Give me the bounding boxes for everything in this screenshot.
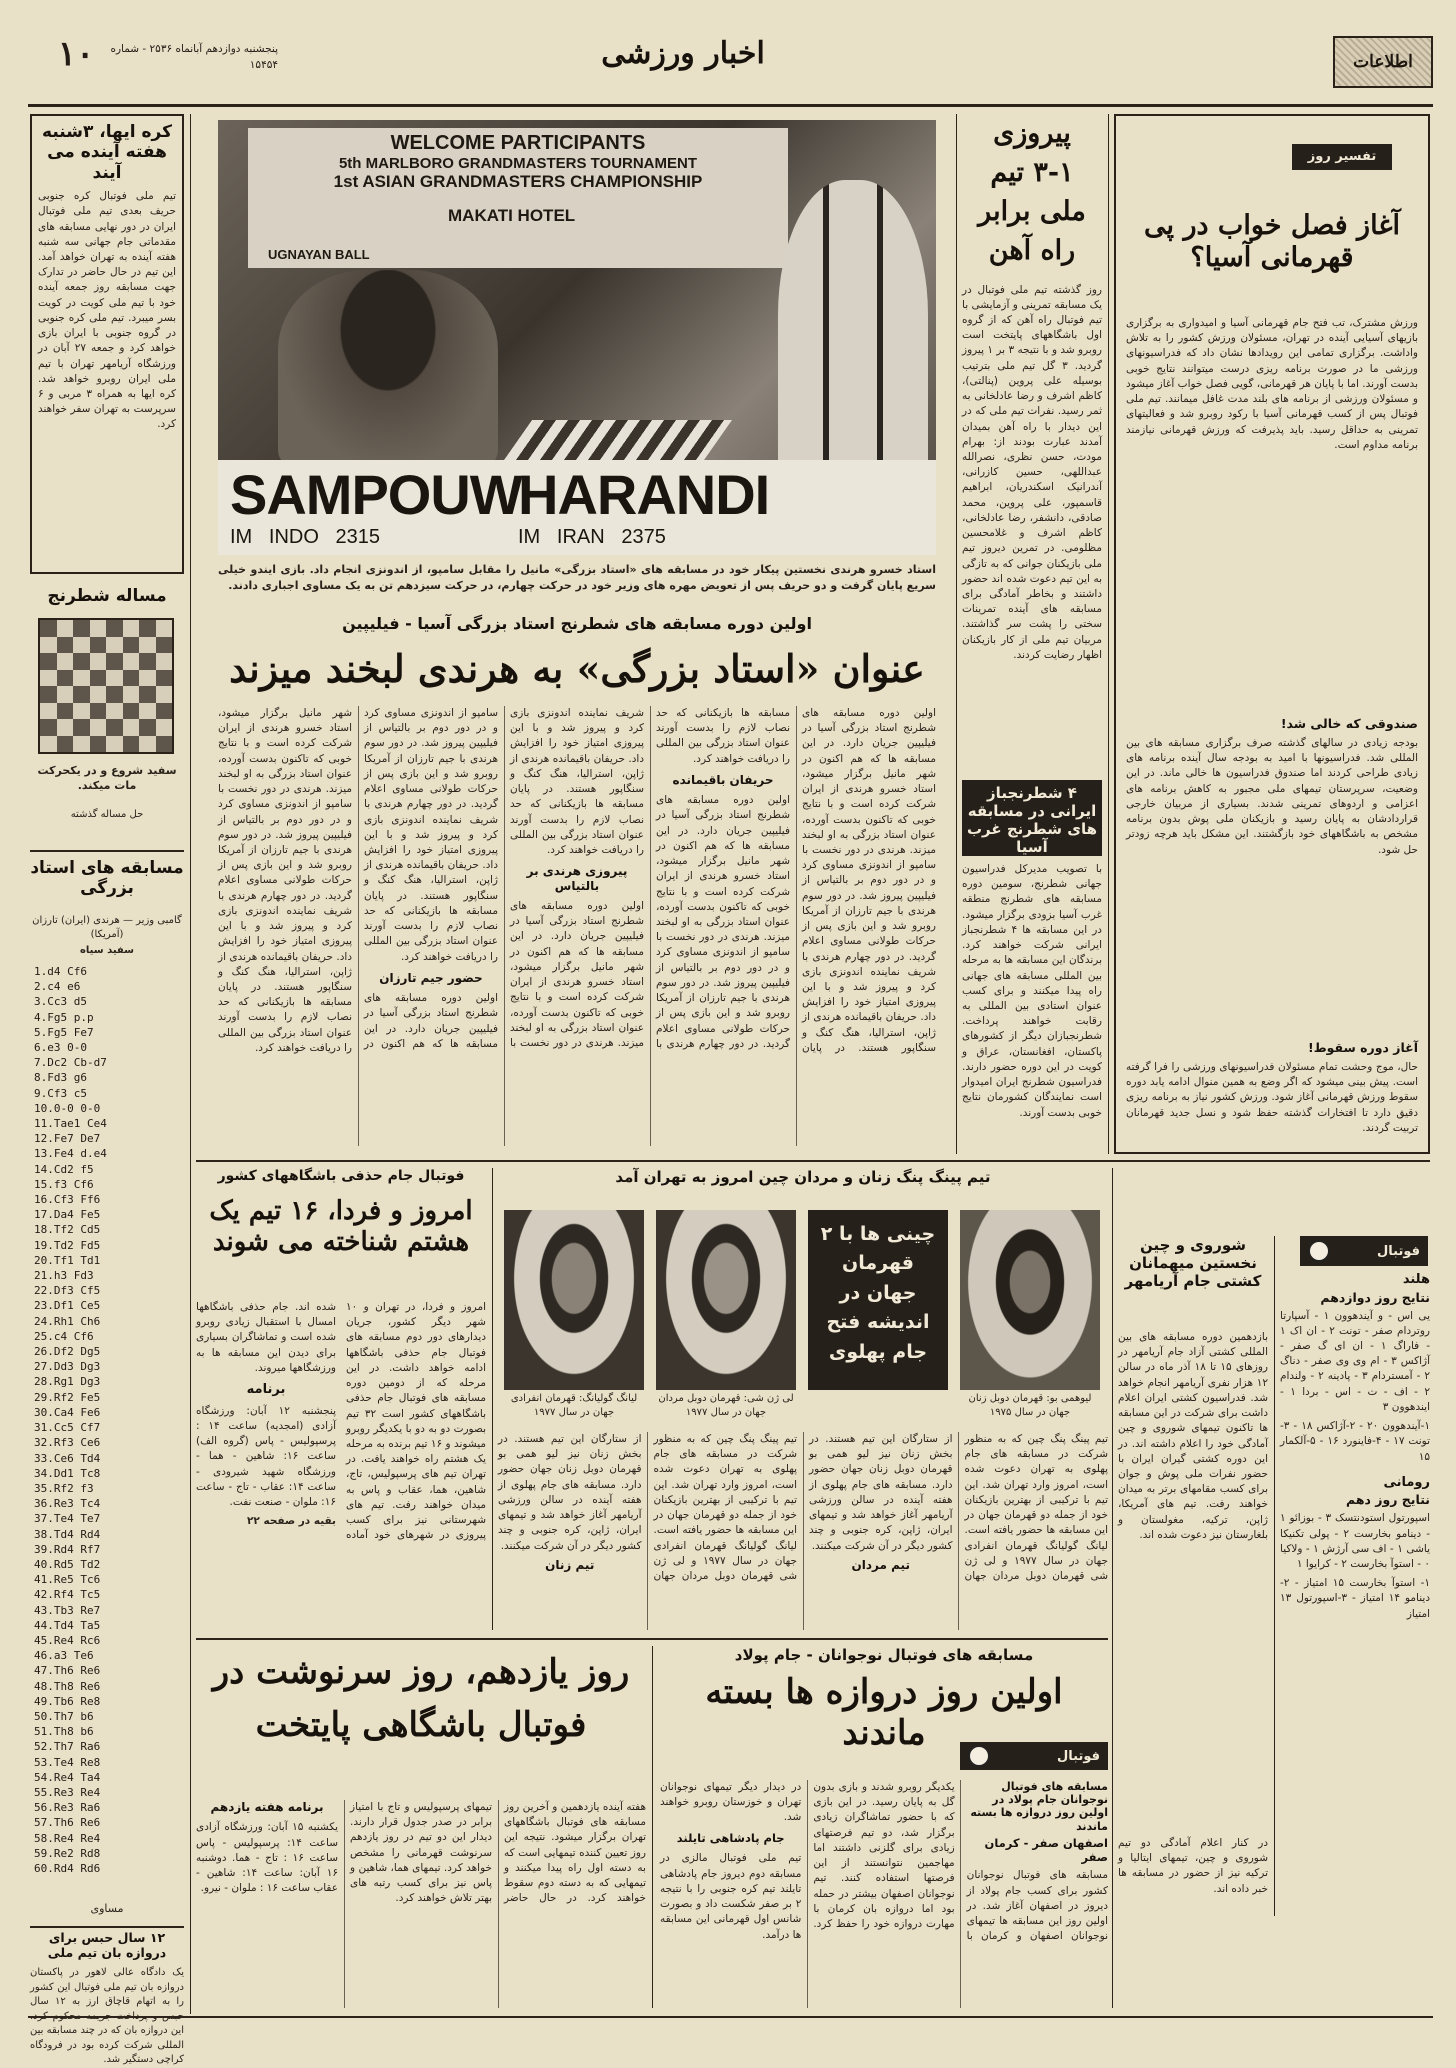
chess-move: 9.Cf3 c5	[34, 1086, 87, 1100]
portrait-liang-geliang	[504, 1210, 644, 1390]
chess-move: 39.Rd4 Rf7	[34, 1542, 101, 1556]
chess-move: 29.Rf2 Fe5	[34, 1390, 101, 1404]
portrait-caption: لیانگ گولیانگ: قهرمان انفرادی جهان در سال ۱۹۷۷	[510, 1393, 638, 1418]
chess-move: 47.Th6 Re6	[34, 1664, 101, 1678]
tafsir-body-2: بودجه زیادی در سالهای گذشته صرف برگزاری مسابقه های بین المللی شد. فدراسیونها با امید به بودجه سال آینده برنامه های زیادی طراحی کردند اما صندوق فدراسیون ها خالی ماند. در این وضعیت، سرپرستان تیمهای ملی مجبور به کاهش برنامه های اعزامی و اردوهای تمرینی شدند. بسیاری از مربیان خارجی قراردادشان به پایان رسید و بازیکنان ملی پوش بدون برنامه مشخص به باشگاههای خود بازگشتند. این مشکل باید هرچه زودتر حل شود.	[1126, 737, 1418, 856]
sidebar-table: ۱- استوآ بخارست ۱۵ امتیاز - ۲-دینامو ۱۴ امتیاز - ۳-اسپورتول ۱۳ امتیاز	[1280, 1577, 1431, 1620]
divider	[30, 1926, 184, 1928]
chess-move: 18.Tf2 Cd5	[34, 1223, 101, 1237]
chess-move: 44.Td4 Ta5	[34, 1618, 101, 1632]
wrestling-body-2: در کنار اعلام آمادگی دو تیم شوروی و چین، تیمهای ایتالیا و ترکیه نیز از حضور در مسابقه ها خبر داده اند.	[1118, 1837, 1268, 1895]
chess-move: 38.Td4 Rd4	[34, 1527, 101, 1541]
games-title: مسابقه های استاد بزرگی	[30, 858, 184, 899]
cup-body	[196, 1300, 486, 1630]
tehran-program-body: یکشنبه ۱۵ آبان: ورزشگاه آزادی ساعت ۱۴: پرسپولیس - پاس ساعت ۱۶ : تاج - هما. دوشنبه ۱۶ آبان: ساعت ۱۴: شاهین - عقاب ساعت ۱۶ : ملوان - نیرو.	[196, 1821, 338, 1895]
tehran-body	[196, 1800, 646, 2008]
divider	[30, 850, 184, 852]
sidebar-round: نتایج روز دهم	[1346, 1492, 1430, 1508]
sidebar-football-tag	[1300, 1236, 1428, 1266]
player-left-figure	[278, 270, 498, 470]
chess-move: 33.Ce6 Td4	[34, 1451, 101, 1465]
chess-problem-board	[38, 618, 174, 754]
placard-info-left: IM INDO 2315	[230, 526, 381, 548]
tafsir-body-3: حال، موج وحشت تمام مسئولان فدراسیونهای ورزشی را فرا گرفته است. پیش بینی میشود که اگر وضع به همین منوال ادامه یابد دوره سقوط ورزش قهرمانی آغاز شود. ورزش کشور نیاز به برنامه ریزی دقیق دارد تا افتخارات گذشته حفظ شود و نسل جدید قهرمانان تربیت گردند.	[1126, 1061, 1418, 1134]
chess-move: 40.Rd5 Td2	[34, 1557, 101, 1571]
football-icon	[968, 1745, 990, 1767]
chess-body-text: اولین دوره مسابقه های شطرنج استاد بزرگی آسیا در فیلیپین جریان دارد. در این مسابقه ها که هم اکنون در شهر مانیل برگزار میشود، استاد خسرو هرندی از ایران شرکت کرده است و با نتایج خوبی که تاکنون بدست آورده، عنوان استاد بزرگی به او لبخند میزند. هرندی در دور نخست با سامپو از اندونزی مساوی کرد و در دور دوم بر بالتیاس از فیلیپین پیروز شد. در دور سوم هرندی با جیم تارزان از آمریکا روبرو شد و این بازی پس از حرکات طولانی مساوی اعلام گردید. در دور چهارم هرندی با شریف نماینده اندونزی بازی کرد و پیروز شد و با این پیروزی امتیاز خود را افزایش داد. حریفان باقیمانده هرندی از ژاپن، استرالیا، هنگ کنگ و سنگاپور هستند. در پایان مسابقه ها بازیکنانی که حد نصاب لازم را بدست آورند عنوان استاد بزرگی بین المللی را دریافت خواهند کرد.	[364, 707, 644, 1049]
chess-move: 52.Th7 Ra6	[34, 1740, 101, 1754]
pingpong-body-text: تیم پینگ پنگ چین که به منظور شرکت در مسابقه های جام پهلوی به تهران دعوت شده است، امروز وارد تهران شد. این تیم با ترکیبی از بهترین بازیکنان خود از جمله دو قهرمان جهان در این مسابقه ها حضور یافته است. لیانگ گولیانگ قهرمان انفرادی جهان در سال ۱۹۷۷ و لی ژن شی قهرمان دوبل مردان جهان از ستارگان این تیم هستند. در بخش زنان نیز لیو همی بو قهرمان دوبل زنان جهان حضور دارد. مسابقه های جام پهلوی از هفته آینده در سالن ورزشی آریامهر آغاز خواهد شد و تیمهای ایران، ژاپن، کره جنوبی و چند کشور دیگر در آن شرکت میکنند.	[809, 1433, 1108, 1582]
chess-problem-caption: سفید شروع و در یکحرکت مات میکند.	[37, 764, 177, 792]
chess-solution-label: حل مساله گذشته	[70, 809, 144, 820]
chess-photo-caption: استاد خسرو هرندی نخستین پیکار خود در مسابقه های «استاد بزرگی» مانیل را مقابل سامپو، از اندونزی انجام داد. بازی ایندو خیلی سریع پایان گرفت و دو حریف پس از تعویض مهره های وزیر خود در حرکت چهارم، در حرکت سیزدهم تن به یک مساوی اجباری دادند.	[218, 563, 936, 592]
chess-move: 16.Cf3 Ff6	[34, 1193, 101, 1207]
tafsir-subhead: آغاز دوره سقوط!	[1308, 1040, 1418, 1055]
west-asia-headline-box	[962, 780, 1102, 856]
chess-move: 15.f3 Cf6	[34, 1177, 94, 1191]
banner-line: 1st ASIAN GRANDMASTERS CHAMPIONSHIP	[333, 172, 703, 191]
player-right-figure	[778, 180, 928, 480]
portrait-liu-hui-bu	[960, 1210, 1100, 1390]
chess-move: 34.Dd1 Tc8	[34, 1466, 101, 1480]
banner-line: WELCOME PARTICIPANTS	[390, 132, 646, 154]
korea-box	[30, 114, 184, 574]
section-title: اخبار ورزشی	[601, 36, 765, 71]
col-rule	[652, 1646, 653, 2008]
cup-kicker: فوتبال جام حذفی باشگاههای کشور	[217, 1168, 465, 1184]
cup-program-title: برنامه	[246, 1382, 286, 1398]
date-line: پنجشنبه دوازدهم آبانماه ۲۵۳۶ - شماره ۱۵۴۵۴	[110, 43, 278, 71]
west-asia-body: با تصویب مدیرکل فدراسیون جهانی شطرنج، سومین دوره مسابقه های شطرنج منطقه غرب آسیا بزودی برگزار میشود. در این مسابقه ها ۴ شطرنجباز ایرانی شرکت خواهند کرد. برندگان این مسابقه ها به مرحله بین المللی مسابقه های جهانی راه پیدا میکنند و برای کسب عنوان استادی بین المللی به رقابت خواهند پرداخت. شطرنجبازان دیگر از کشورهای پاکستان، افغانستان، عراق و کویت در این دوره حضور دارند. فدراسیون شطرنج ایران امیدوار است نمایندگان کشورمان نتایج خوبی بدست آورند.	[962, 863, 1102, 1119]
chess-move: 50.Th7 b6	[34, 1709, 94, 1723]
chess-move: 6.e3 0-0	[34, 1041, 87, 1055]
chess-move: 55.Re3 Re4	[34, 1785, 101, 1799]
section-rule	[196, 1638, 1108, 1640]
chess-move: 22.Df3 Cf5	[34, 1284, 101, 1298]
chess-move: 12.Fe7 De7	[34, 1132, 101, 1146]
cup-continued: بقیه در صفحه ۲۲	[246, 1515, 336, 1528]
placard-name-right: HARANDI	[518, 463, 770, 526]
cup-program-body: پنجشنبه ۱۲ آبان: ورزشگاه آزادی (امجدیه) ساعت ۱۴ : پرسپولیس - پاس (گروه الف) ساعت ۱۶: شاهین - هما - ورزشگاه شهید شیرودی - ساعت ۱۴: عقاب - تاج - ساعت ۱۶: ملوان - صنعت نفت.	[196, 1404, 336, 1508]
col-rule	[190, 114, 191, 2014]
chess-move: 4.Fg5 p.p	[34, 1010, 94, 1024]
games-result: مساوی	[90, 1902, 124, 1915]
football-icon	[1308, 1240, 1330, 1262]
games-header: سفید سیاه	[80, 945, 134, 956]
chess-move: 48.Th8 Re6	[34, 1679, 101, 1693]
korea-headline: کره ایها، ۳شنبه هفته آینده می آیند	[42, 122, 172, 183]
pingpong-subhead: تیم مردان	[851, 1557, 910, 1572]
chess-move: 32.Rf3 Ce6	[34, 1436, 101, 1450]
chess-move: 21.h3 Fd3	[34, 1269, 94, 1283]
chess-move: 3.Cc3 d5	[34, 995, 87, 1009]
pingpong-subhead: تیم زنان	[545, 1557, 595, 1572]
chess-move: 31.Cc5 Cf7	[34, 1421, 101, 1435]
pirouzi-headline: پیروزی ۱-۳ تیم ملی برابر راه آهن	[978, 118, 1086, 267]
newspaper-logo	[1333, 36, 1433, 88]
chess-move: 23.Df1 Ce5	[34, 1299, 101, 1313]
masthead	[28, 30, 1433, 100]
placard-info-right: IM IRAN 2375	[518, 526, 666, 548]
pakistan-body: یک دادگاه عالی لاهور در پاکستان دروازه بان تیم ملی فوتبال این کشور را به اتهام قاچاق ارز به ۱۲ سال این دروازه بان که در چند مسابقه بین المللی شرکت کرده بود در فرودگاه کراچی دستگیر شد.	[30, 1967, 184, 2065]
portrait-caption: لی ژن شی: قهرمان دوبل مردان جهان در سال ۱۹۷۷	[658, 1393, 794, 1418]
chess-move: 26.Df2 Dg5	[34, 1345, 101, 1359]
wrestling-body: بازدهمین دوره مسابقه های بین المللی کشتی آزاد جام آریامهر در روزهای ۱۵ تا ۱۸ آذر ماه در سالن ۱۲ هزار نفری آریامهر انجام خواهد شد. فدراسیون کشتی ایران اعلام داشت برای شرکت در این مسابقه ها تاکنون تیمهای شوروی و چین آمادگی خود را اعلام داشته اند. در این دوره کشتی گیران ایران با حضور نفرات ملی پوش و جوان برای کسب مقامهای برتر به میدان خواهند رفت. تیم های آمریکا، ژاپن، ترکیه، مغولستان و بلغارستان نیز دعوت شده اند.	[1118, 1331, 1268, 1541]
chess-move: 37.Te4 Te7	[34, 1512, 101, 1526]
moves-list	[34, 964, 180, 1924]
tafsir-label: تفسیر روز	[1292, 144, 1392, 170]
chess-move: 51.Th8 b6	[34, 1725, 94, 1739]
name-placard	[218, 460, 936, 555]
tehran-program-title: برنامه هفته یازدهم	[210, 1800, 324, 1814]
youth-score-line: اصفهان صفر - کرمان صفر	[984, 1835, 1108, 1864]
col-rule	[956, 114, 957, 1154]
tafsir-subhead: صندوقی که خالی شد!	[1280, 716, 1418, 731]
col-rule	[1112, 1168, 1113, 2008]
portrait-li-zhenshi	[656, 1210, 796, 1390]
chess-move: 30.Ca4 Fe6	[34, 1405, 101, 1419]
chess-move: 19.Td2 Fd5	[34, 1238, 101, 1252]
chess-move: 36.Re3 Tc4	[34, 1497, 101, 1511]
chess-move: 5.Fg5 Fe7	[34, 1025, 94, 1039]
pirouzi-body: روز گذشته تیم ملی فوتبال در یک مسابقه تمرینی و آزمایشی با تیم فوتبال راه آهن که از گروه اول باشگاههای پایتخت است روبرو شد و با نتیجه ۳ بر ۱ پیروز گردید. ۳ گل تیم ملی بترتیب بوسیله علی پروین (پنالتی)، کاظم اشرف و رضا عادلخانی به ثمر رسید. نفرات تیم ملی که در این دیدار با راه آهن بمیدان آمدند عبارت بودند از: بهرام مودت، حسن نظری، نصرالله عبداللهی، حسین کازرانی، آندرانیک اسکندریان، ابراهیم قاسمپور، علی پروین، محمد صادقی، دانشفر، رضا عادلخانی، کاظم اشرف و غلامحسین مظلومی. در تمرین دیروز تیم ملی بازیکنان جوانی که به تازگی به این تیم دعوت شده اند حضور داشتند و بخاطر آمادگی برای مسابقه های آینده تمرینات سختی را پشت سر گذاشتند. مربیان تیم ملی از کار بازیکنان اظهار رضایت کردند.	[962, 283, 1102, 661]
youth-tag-label: فوتبال	[1056, 1748, 1100, 1764]
chess-move: 57.Th6 Re6	[34, 1816, 101, 1830]
chess-problem-title: مساله شطرنج	[47, 586, 167, 606]
chess-move: 43.Tb3 Re7	[34, 1603, 101, 1617]
chess-move: 20.Tf1 Td1	[34, 1253, 101, 1267]
chess-subhead: پیروزی هرندی بر بالتیاس	[526, 864, 628, 893]
tafsir-body: ورزش مشترک، تب فتح جام قهرمانی آسیا و امیدواری به برگزاری بازیهای آسیایی آینده در تهران، مسئولان ورزش کشور را به تلاش واداشت. برگزاری تمامی این رویدادها نشان داد که فدراسیونهای ورزشی ما در صورت برنامه ریزی درست میتوانند نتایج خوبی بدست آورند. اما با پایان هر قهرمانی، گویی فصل خواب آغاز میشود و مسئولان ورزشی از برنامه های بلند مدت غافل میمانند. تیم ملی فوتبال پس از کسب قهرمانی آسیا با رکود روبرو شد و فعالیتهای تمرینی به حداقل رسید. باید پذیرفت که ورزش قهرمانی نیازمند برنامه مداوم است.	[1126, 317, 1418, 451]
sidebar-country: رومانی	[1383, 1474, 1430, 1490]
chess-move: 58.Re4 Re4	[34, 1831, 101, 1845]
chess-move: 28.Rg1 Dg3	[34, 1375, 101, 1389]
tehran-headline: روز یازدهم، روز سرنوشت در فوتبال باشگاهی پایتخت	[212, 1652, 630, 1745]
sidebar-country: هلند	[1402, 1272, 1430, 1287]
chess-subhead: حضور جیم تارزان	[379, 970, 483, 985]
chess-board-in-photo	[504, 420, 732, 460]
chess-move: 27.Dd3 Dg3	[34, 1360, 101, 1374]
chess-move: 24.Rh1 Ch6	[34, 1314, 101, 1328]
chess-move: 17.Da4 Fe5	[34, 1208, 101, 1222]
chess-body	[218, 706, 936, 1146]
youth-body-2: تیم ملی فوتبال مالزی در مسابقه دوم دیروز جام پادشاهی تایلند تیم کره جنوبی را با نتیجه ۲ بر صفر شکست داد و بصورت شانس اول قهرمانی این مسابقه ها درآمد.	[660, 1852, 802, 1941]
cup-body-text: امروز و فردا، در تهران و ۱۰ شهر دیگر کشور، جریان دیدارهای دور دوم مسابقه های فوتبال جام حذفی باشگاهها ادامه خواهد داشت. در این مرحله که از دومین دوره مسابقه های فوتبال جام حذفی باشگاههای کشور است ۳۲ تیم بصورت دو به دو با یکدیگر روبرو میشوند و ۱۶ تیم برنده به مرحله یک هشتم راه خواهند یافت. در تهران تیم های پرسپولیس، تاج، شاهین، هما، عقاب و پاس به میدان خواهند رفت. تیم های شهرستانی نیز برای کسب پیروزی در شهرهای خود آماده شده اند. جام حذفی باشگاهها امسال با استقبال زیادی روبرو شده است و تماشاگران بسیاری برای دیدن این مسابقه ها به ورزشگاهها میروند.	[196, 1301, 487, 1542]
col-rule	[1274, 1236, 1275, 1916]
logo-text: اطلاعات	[1353, 52, 1413, 72]
banner-line: UGNAYAN BALL	[268, 247, 370, 262]
pingpong-portraits	[498, 1210, 1108, 1420]
chess-move: 49.Tb6 Re8	[34, 1694, 101, 1708]
pakistan-headline: ۱۲ سال حبس برای دروازه بان تیم ملی	[47, 1930, 167, 1960]
chess-subhead: حریفان باقیمانده	[672, 772, 774, 787]
youth-tag	[960, 1742, 1108, 1770]
chess-kicker: اولین دوره مسابقه های شطرنج استاد بزرگی آسیا - فیلیپین	[342, 614, 812, 633]
youth-headline: اولین روز دروازه ها بسته ماندند	[705, 1672, 1063, 1753]
chess-move: 2.c4 e6	[34, 980, 81, 994]
youth-kicker: مسابقه های فوتبال نوجوانان - جام پولاد	[734, 1646, 1034, 1664]
masthead-rule	[28, 104, 1433, 107]
youth-body	[660, 1780, 1108, 2008]
cup-headline: امروز و فردا، ۱۶ تیم یک هشتم شناخته می شوند	[209, 1196, 473, 1258]
chess-move: 35.Rf2 f3	[34, 1481, 94, 1495]
col-rule	[492, 1168, 493, 1630]
left-column	[30, 114, 184, 2065]
pingpong-banner	[808, 1210, 948, 1390]
banner-line: MAKATI HOTEL	[448, 206, 576, 225]
chess-body-text: اولین دوره مسابقه های شطرنج استاد بزرگی آسیا در فیلیپین جریان دارد. در این مسابقه ها که هم اکنون در شهر مانیل برگزار میشود، استاد خسرو هرندی از ایران شرکت کرده است و با نتایج خوبی که تاکنون بدست آورده، عنوان استاد بزرگی به او لبخند میزند. هرندی در دور نخست با سامپو از اندونزی مساوی کرد و در دور دوم بر بالتیاس از فیلیپین پیروز شد. در دور سوم هرندی با جیم تارزان از آمریکا روبرو شد و این بازی پس از حرکات طولانی مساوی اعلام گردید. در دور چهارم هرندی با شریف نماینده اندونزی بازی کرد و پیروز شد و با این پیروزی امتیاز خود را افزایش داد. حریفان باقیمانده هرندی از ژاپن، استرالیا، هنگ کنگ و سنگاپور هستند. در پایان مسابقه ها بازیکنانی که حد نصاب لازم را بدست آورند عنوان استاد بزرگی بین المللی را دریافت خواهند کرد.	[656, 707, 936, 1054]
sidebar-round: نتایج روز دوازدهم	[1320, 1289, 1430, 1305]
chess-move: 53.Te4 Re8	[34, 1755, 101, 1769]
banner-line: 5th MARLBORO GRANDMASTERS TOURNAMENT	[338, 155, 698, 172]
chess-move: 41.Re5 Tc6	[34, 1573, 101, 1587]
chess-move: 46.a3 Te6	[34, 1649, 94, 1663]
chess-body-text: اولین دوره مسابقه های شطرنج استاد بزرگی آسیا در فیلیپین جریان دارد. در این مسابقه ها که هم اکنون در شهر مانیل برگزار میشود، استاد خسرو هرندی از ایران شرکت کرده است و با نتایج خوبی که تاکنون بدست آورده، عنوان استاد بزرگی به او لبخند میزند. هرندی در دور نخست با سامپو از اندونزی مساوی کرد و در دور دوم بر بالتیاس از فیلیپین پیروز شد. در دور سوم هرندی با جیم تارزان از آمریکا روبرو شد و این بازی پس از حرکات طولانی مساوی اعلام گردید. در دور چهارم هرندی با شریف نماینده اندونزی بازی کرد و پیروز شد و با این پیروزی امتیاز خود را افزایش داد. حریفان باقیمانده هرندی از ژاپن، استرالیا، هنگ کنگ و سنگاپور هستند. در پایان مسابقه ها بازیکنانی که حد نصاب لازم را بدست آورند عنوان استاد بزرگی بین المللی را دریافت خواهند کرد.	[218, 707, 498, 1054]
chess-move: 45.Re4 Rc6	[34, 1633, 101, 1647]
chess-move: 25.c4 Cf6	[34, 1329, 94, 1343]
tehran-body-text: هفته آینده یازدهمین و آخرین روز مسابقه های فوتبال باشگاههای تهران برگزار میشود. نتیجه این روز تعیین کننده تیمهایی است که به دسته اول راه پیدا میکنند و تیمهایی که به دسته دوم سقوط خواهند کرد. در حال حاضر تیمهای پرسپولیس و تاج با امتیاز برابر در صدر جدول قرار دارند. دیدار این دو تیم در روز یازدهم سرنوشت قهرمانی را مشخص خواهد کرد. تیمهای هما، شاهین و پاس نیز برای کسب رتبه های بهتر تلاش خواهند کرد.	[350, 1801, 646, 1905]
sidebar-results: یی اس - و آیندهوون ۱ - آسپارتا روتردام صفر - تونت ۲ - ان اک ۱ - فاراگ ۱ - ان ای گ صفر - آژاکس ۳ - ام وی وی صفر - دناگ ۲ - آمستردام ۳ - پادینه ۲ - ولندام ۲ - اف - ت - اس - بردا ۱ - ایندهوون ۳	[1280, 1309, 1431, 1413]
chess-move: 10.0-0 0-0	[34, 1101, 101, 1115]
wrestling-headline: شوروی و چین نخستین میهمانان کشتی جام آریامهر	[1124, 1236, 1262, 1290]
sidebar-results: اسپورتول استودنتسک ۳ - بوزائو ۱ - دینامو بخارست ۲ - پولی تکنیکا یاشی ۱ - اف سی آرژش ۱ - ولاکیا ۰ - استوآ بخارست ۲ - کرایوا ۱	[1280, 1512, 1430, 1571]
chess-move: 7.Dc2 Cb-d7	[34, 1056, 107, 1070]
chess-tournament-photo	[218, 120, 936, 555]
sidebar-table: ۱-آیندهوون ۲۰ - ۲-آژاکس ۱۸ - ۳-تونت ۱۷ - ۴-فاینورد ۱۶ - ۵-آلکمار ۱۵	[1280, 1420, 1431, 1463]
chess-move: 59.Re2 Rd8	[34, 1846, 101, 1860]
chess-move: 8.Fd3 g6	[34, 1071, 87, 1085]
chess-move: 1.d4 Cf6	[34, 965, 87, 978]
youth-sub-2: جام پادشاهی تایلند	[676, 1830, 785, 1845]
pingpong-body-text: تیم پینگ پنگ چین که به منظور شرکت در مسابقه های جام پهلوی به تهران دعوت شده است، امروز وارد تهران شد. این تیم با ترکیبی از بهترین بازیکنان خود از جمله دو قهرمان جهان در این مسابقه ها حضور یافته است. لیانگ گولیانگ قهرمان انفرادی جهان در سال ۱۹۷۷ و لی ژن شی قهرمان دوبل مردان جهان از ستارگان این تیم هستند. در بخش زنان نیز لیو همی بو قهرمان دوبل زنان جهان حضور دارد. مسابقه های جام پهلوی از هفته آینده در سالن ورزشی آریامهر آغاز خواهد شد و تیمهای ایران، ژاپن، کره جنوبی و چند کشور دیگر در آن شرکت میکنند.	[498, 1433, 797, 1582]
tafsir-box	[1114, 114, 1430, 1154]
youth-body-text: مسابقه های فوتبال نوجوانان کشور برای کسب جام پولاد از دیروز در اصفهان آغاز شد. در اولین روز این مسابقه ها تیمهای نوجوانان اصفهان و کرمان با یکدیگر روبرو شدند و بازی بدون گل به پایان رسید. در این بازی که با حضور تماشاگران زیادی برگزار شد، دو تیم فرصتهای زیادی برای گلزنی داشتند اما مهاجمین نتوانستند از این فرصتها استفاده کنند. تیم نوجوانان اصفهان بیشتر در حمله بود اما دروازه بان کرمان با مهارت دروازه خود را حفظ کرد. در دیدار دیگر تیمهای نوجوانان تهران و خوزستان روبرو خواهند شد.	[660, 1781, 1108, 1943]
chess-headline: عنوان «استاد بزرگی» به هرندی لبخند میزند	[229, 646, 925, 691]
west-asia-headline: ۴ شطرنجباز ایرانی در مسابقه های شطرنج غرب آسیا	[966, 784, 1097, 856]
pingpong-banner-text: چینی ها با ۲ قهرمان جهان در اندیشه فتح جام پهلوی	[820, 1223, 936, 1363]
chess-move: 14.Cd2 f5	[34, 1162, 94, 1176]
chess-move: 11.Tae1 Ce4	[34, 1117, 107, 1131]
pingpong-kicker: تیم پینگ پنگ زنان و مردان چین امروز به تهران آمد	[615, 1168, 991, 1186]
banner-board	[248, 128, 788, 268]
pingpong-body	[498, 1432, 1108, 1630]
chess-move: 13.Fe4 d.e4	[34, 1147, 107, 1161]
games-players: گامبی وزیر — هرندی (ایران) تارزان (آمریکا)	[32, 915, 182, 940]
placard-name-left: SAMPOUW	[230, 463, 522, 526]
chess-move: 54.Re4 Ta4	[34, 1770, 101, 1784]
chess-move: 42.Rf4 Tc5	[34, 1588, 101, 1602]
chess-body-text: اولین دوره مسابقه های شطرنج استاد بزرگی آسیا در فیلیپین جریان دارد. در این مسابقه ها که هم اکنون در شهر مانیل برگزار میشود، استاد خسرو هرندی از ایران شرکت کرده است و با نتایج خوبی که تاکنون بدست آورده، عنوان استاد بزرگی به او لبخند میزند. هرندی در دور نخست با سامپو از اندونزی مساوی کرد و در دور دوم بر بالتیاس از فیلیپین پیروز شد. در دور سوم هرندی با جیم تارزان از آمریکا روبرو شد و این بازی پس از حرکات طولانی مساوی اعلام گردید. در دور چهارم هرندی با شریف نماینده اندونزی بازی کرد و پیروز شد و با این پیروزی امتیاز خود را افزایش داد. حریفان باقیمانده هرندی از ژاپن، استرالیا، هنگ کنگ و سنگاپور هستند. در پایان مسابقه ها بازیکنانی که حد نصاب لازم را بدست آورند عنوان استاد بزرگی بین المللی را دریافت خواهند کرد.	[510, 707, 790, 1050]
portrait-caption: لیوهمی بو: قهرمان دوبل زنان جهان در سال ۱۹۷۵	[968, 1393, 1092, 1418]
youth-sub: مسابقه های فوتبال نوجوانان جام پولاد در اولین روز دروازه ها بسته ماندند	[970, 1780, 1108, 1833]
page-number: ۱۰	[57, 34, 95, 74]
sidebar-tag-label: فوتبال	[1376, 1243, 1420, 1259]
sidebar-football	[1280, 1272, 1430, 1912]
korea-body: تیم ملی فوتبال کره جنوبی حریف بعدی تیم ملی فوتبال ایران در دور نهایی مسابقه های مقدماتی جام جهانی سه شنبه هفته آینده به تهران خواهد آمد. این تیم در حال حاضر در تدارک جهت مسابقه روز جمعه آینده خود با تیم ملی کویت در کویت بسر میبرد. تیم ملی کره جنوبی در گروه جنوبی با ایران بازی خواهد کرد و جمعه ۲۷ آبان در ورزشگاه آریامهر تهران با تیم ملی ایران روبرو خواهد شد. کره ایها به همراه ۳ مربی و ۶ سرپرست به تهران سفر خواهند کرد.	[38, 190, 177, 431]
chess-move: 60.Rd4 Rd6	[34, 1861, 101, 1875]
tafsir-headline: آغاز فصل خواب در پی قهرمانی آسیا؟	[1144, 210, 1400, 274]
col-rule	[1108, 114, 1109, 1154]
bottom-rule	[28, 2016, 1433, 2018]
chess-move: 56.Re3 Ra6	[34, 1801, 101, 1815]
pirouzi-story	[962, 114, 1102, 774]
section-rule	[196, 1160, 1430, 1162]
